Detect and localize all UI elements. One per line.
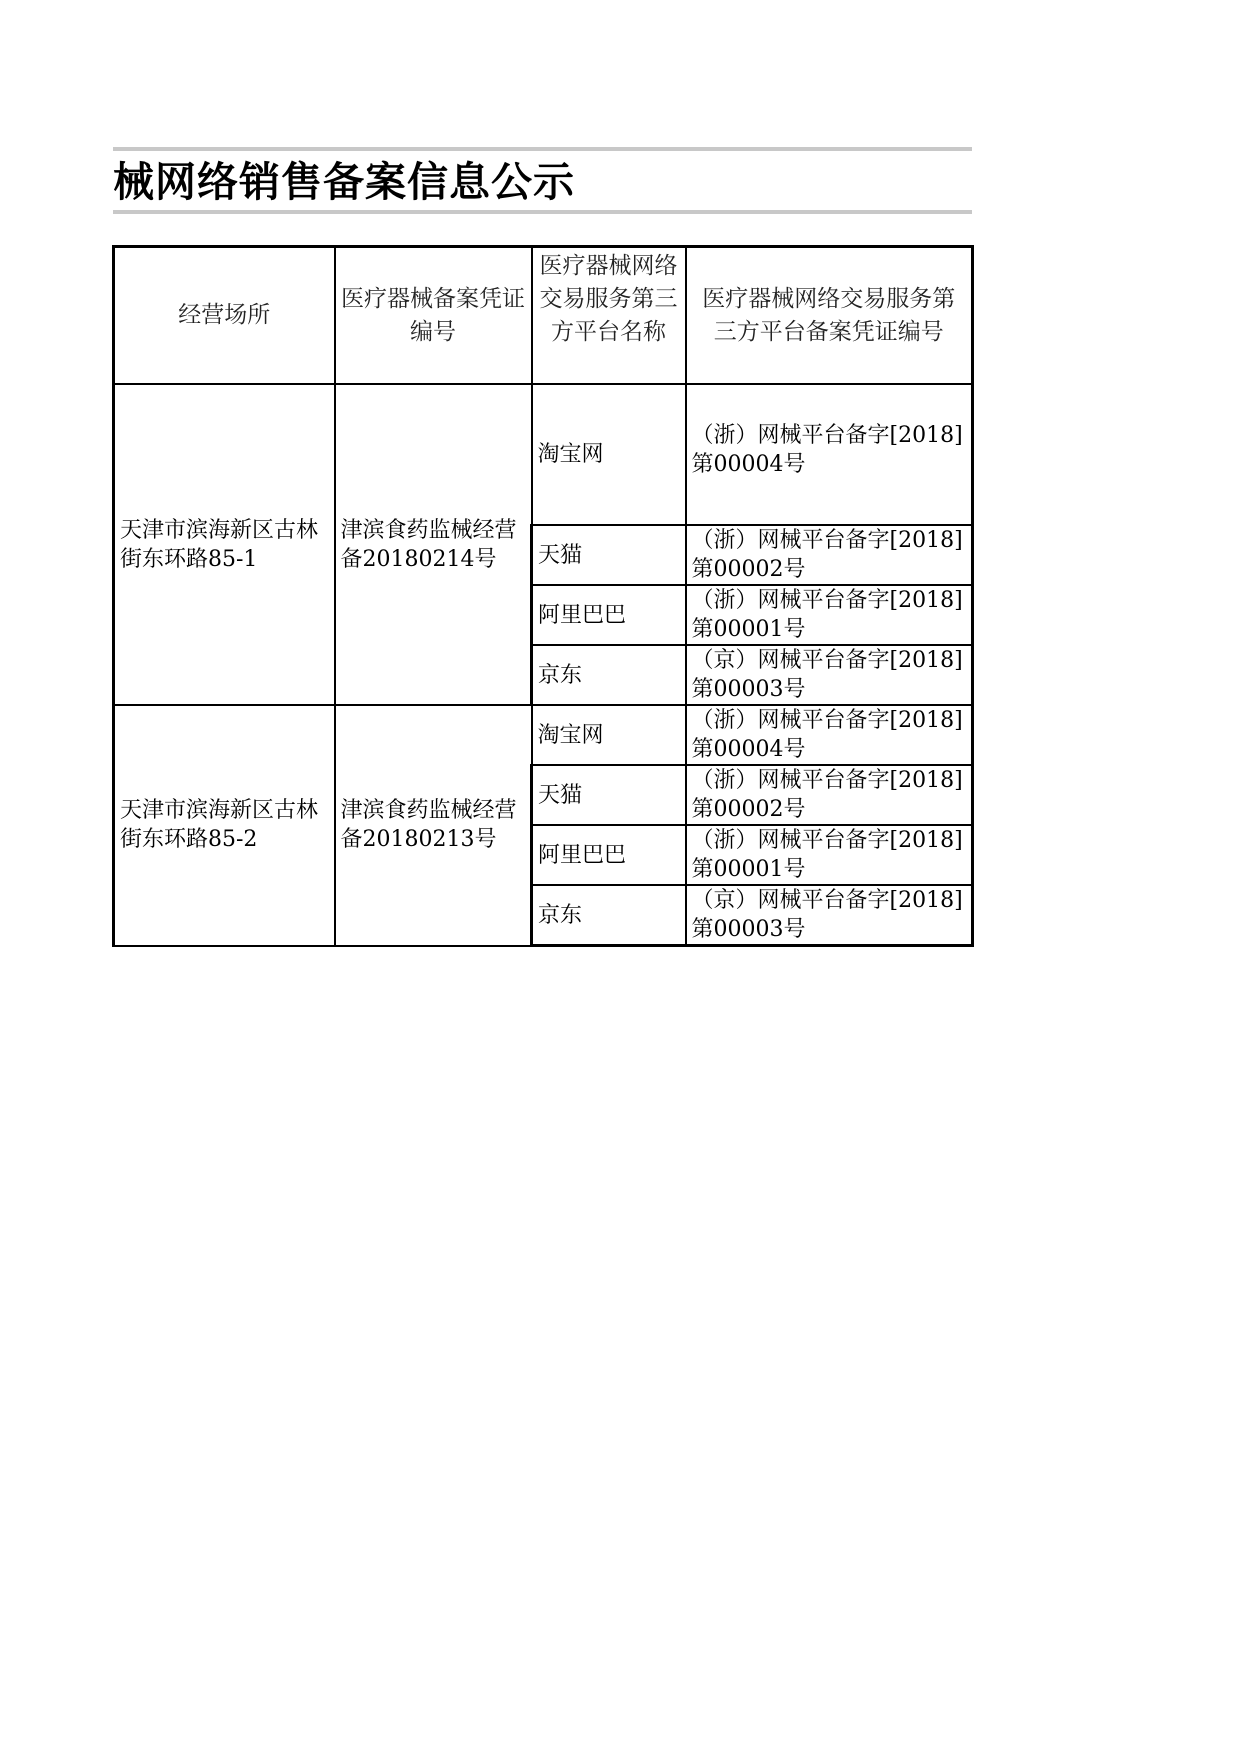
platform-cell: 京东	[532, 645, 686, 705]
header-location: 经营场所	[114, 247, 335, 385]
platform-cert-cell: （浙）网械平台备字[2018]第00002号	[686, 525, 973, 585]
platform-cell: 淘宝网	[532, 384, 686, 525]
header-platform-cert: 医疗器械网络交易服务第三方平台备案凭证编号	[686, 247, 973, 385]
platform-cell: 京东	[532, 885, 686, 946]
header-row	[114, 247, 973, 385]
title-top-rule	[113, 147, 972, 151]
platform-cert-cell: （京）网械平台备字[2018]第00003号	[686, 645, 973, 705]
platform-cert-cell: （浙）网械平台备字[2018]第00004号	[686, 705, 973, 765]
platform-cell: 淘宝网	[532, 705, 686, 765]
page-title: 械网络销售备案信息公示	[113, 158, 575, 206]
location-cell: 天津市滨海新区古林街东环路85-1	[114, 384, 335, 705]
platform-cert-cell: （京）网械平台备字[2018]第00003号	[686, 885, 973, 946]
header-cert-no: 医疗器械备案凭证编号	[335, 247, 532, 385]
platform-cert-cell: （浙）网械平台备字[2018]第00002号	[686, 765, 973, 825]
table-row	[114, 384, 973, 525]
table-row	[114, 705, 973, 765]
platform-cell: 阿里巴巴	[532, 585, 686, 645]
platform-cell: 天猫	[532, 765, 686, 825]
platform-cell: 阿里巴巴	[532, 825, 686, 885]
location-cell: 天津市滨海新区古林街东环路85-2	[114, 705, 335, 946]
platform-cell: 天猫	[532, 525, 686, 585]
cert-no-cell: 津滨食药监械经营备20180213号	[335, 705, 532, 946]
records-table	[112, 245, 974, 947]
platform-cert-cell: （浙）网械平台备字[2018]第00001号	[686, 585, 973, 645]
platform-cert-cell: （浙）网械平台备字[2018]第00004号	[686, 384, 973, 525]
cert-no-cell: 津滨食药监械经营备20180214号	[335, 384, 532, 705]
header-platform: 医疗器械网络交易服务第三方平台名称	[532, 247, 686, 385]
title-bottom-rule	[113, 210, 972, 214]
platform-cert-cell: （浙）网械平台备字[2018]第00001号	[686, 825, 973, 885]
